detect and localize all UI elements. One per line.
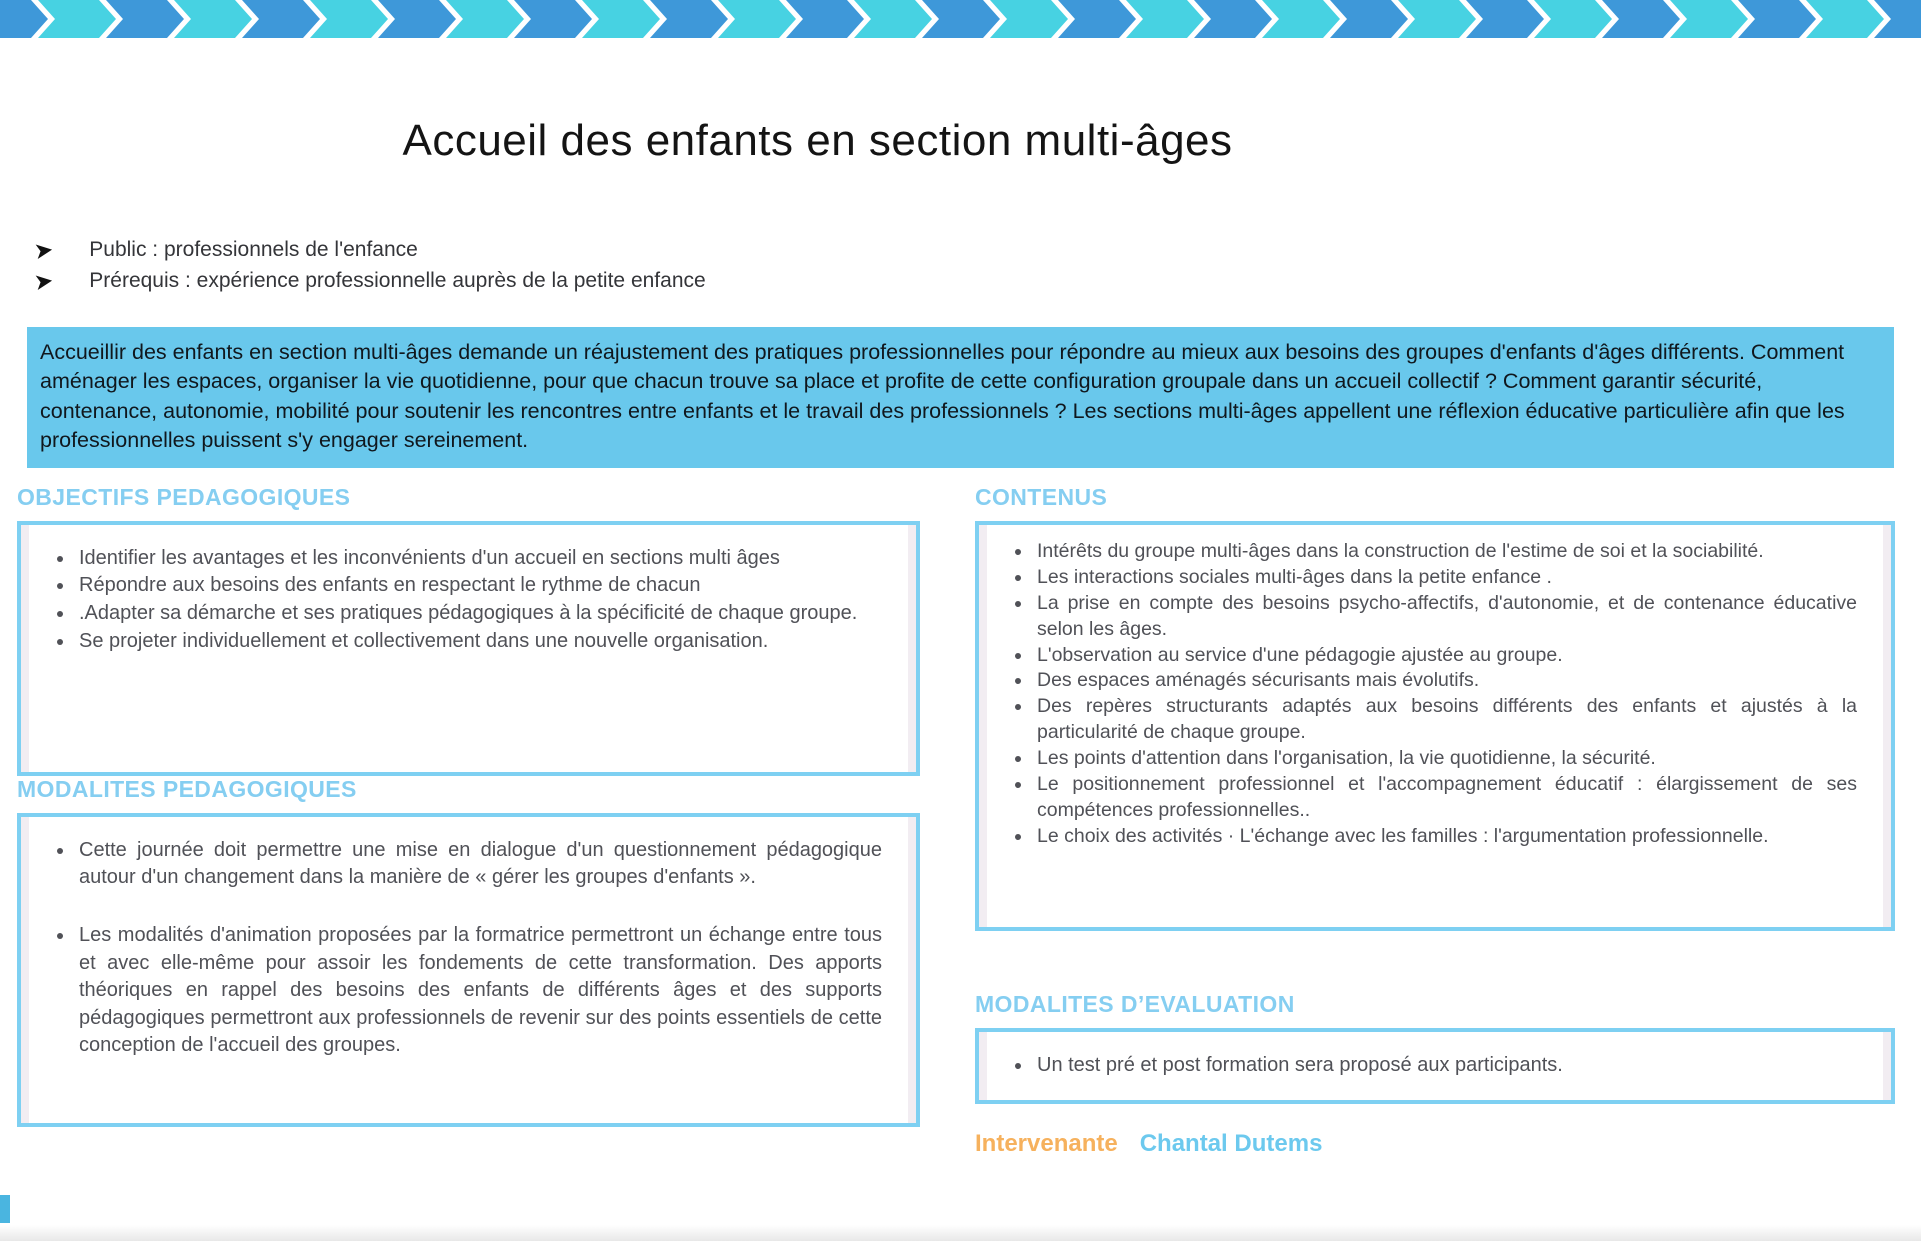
right-column	[975, 484, 1895, 1158]
section-heading-modalites-evaluation: MODALITES D’EVALUATION	[975, 990, 1295, 1017]
chevron-icon	[1602, 0, 1680, 38]
chevron-icon	[990, 0, 1068, 38]
bullet-item: • Des espaces aménagés sécurisants mais évolutifs.	[1033, 668, 1857, 694]
bullet-item: • Intérêts du groupe multi-âges dans la construction de l'estime de soi et la sociabilité.	[1033, 539, 1857, 565]
modalites-pedagogiques-box	[17, 813, 920, 1127]
arrow-icon: ➤	[32, 235, 55, 264]
chevron-icon	[1534, 0, 1612, 38]
contenus-box	[975, 521, 1895, 931]
section-heading-objectifs: OBJECTIFS PEDAGOGIQUES	[17, 483, 351, 510]
chevron-icon	[1398, 0, 1476, 38]
left-column	[17, 484, 920, 1158]
bullet-item: • Des repères structurants adaptés aux besoins différents des enfants et ajustés à la particularité de chaque groupe.	[1033, 694, 1857, 746]
page-title: Accueil des enfants en section multi-âges	[402, 116, 1233, 165]
page-bottom-fade	[0, 1225, 1921, 1241]
objectifs-box	[17, 521, 920, 776]
chevron-icon	[378, 0, 456, 38]
chevron-icon	[514, 0, 592, 38]
arrow-icon: ➤	[32, 266, 55, 295]
chevron-icon	[1262, 0, 1340, 38]
chevron-icon	[38, 0, 116, 38]
intervenante-label: Intervenante	[975, 1129, 1118, 1157]
chevron-icon	[0, 0, 48, 38]
bullet-item: • Identifier les avantages et les inconvénients d'un accueil en sections multi âges	[75, 545, 882, 573]
intro-highlight-paragraph: Accueillir des enfants en section multi-âges demande un réajustement des pratiques professionnelles pour répondre au mieux aux besoins des groupes d'enfants d'âges différents. Comment aménager les espaces, organiser la vie quotidienne, pour que chacun trouve sa place et profite de cette configuration groupale dans un accueil collectif ? Comment garantir sécurité, contenance, autonomie, mobilité pour soutenir les rencontres entre enfants et le travail des professionnels ? Les sections multi-âges appellent une réflexion éducative particulière afin que les professionnelles puissent s'y engager sereinement.	[27, 327, 1894, 468]
objectifs-list	[45, 545, 882, 655]
chevron-icon	[106, 0, 184, 38]
bullet-item: • Un test pré et post formation sera proposé aux participants.	[1033, 1052, 1563, 1080]
chevron-icon	[854, 0, 932, 38]
bullet-item: • L'observation au service d'une pédagogie ajustée au groupe.	[1033, 643, 1857, 669]
bullet-item: • Les modalités d'animation proposées par la formatrice permettront un échange entre tous et avec elle-même pour assoir les fondements de cette transformation. Des apports théoriques en rappel des besoins des enfants de différents âges et des supports pédagogiques permettront aux professionnels de revenir sur des points essentiels de cette conception de l'accueil des groupes.	[75, 922, 882, 1060]
bullet-item: • Le positionnement professionnel et l'accompagnement éducatif : élargissement de ses compétences professionnelles..	[1033, 772, 1857, 824]
chevron-icon	[1670, 0, 1748, 38]
bullet-item: • La prise en compte des besoins psycho-affectifs, d'autonomie, et de contenance éducative selon les âges.	[1033, 591, 1857, 643]
chevron-icon	[1126, 0, 1204, 38]
bullet-item: • Les interactions sociales multi-âges dans la petite enfance .	[1033, 565, 1857, 591]
modalites-pedagogiques-list	[45, 837, 882, 1060]
bullet-item: • Les points d'attention dans l'organisation, la vie quotidienne, la sécurité.	[1033, 746, 1857, 772]
bullet-item: • .Adapter sa démarche et ses pratiques pédagogiques à la spécificité de chaque groupe.	[75, 600, 882, 628]
info-text-prerequis: Prérequis : expérience professionnelle auprès de la petite enfance	[89, 269, 706, 292]
chevron-icon	[650, 0, 728, 38]
chevron-icon	[718, 0, 796, 38]
section-heading-contenus: CONTENUS	[975, 483, 1108, 510]
intervenante-row	[975, 1130, 1895, 1158]
two-column-layout	[17, 484, 1895, 1158]
chevron-icon	[1194, 0, 1272, 38]
info-list	[32, 235, 1921, 295]
decorative-chevron-banner	[0, 0, 1921, 38]
intervenante-name: Chantal Dutems	[1139, 1129, 1323, 1157]
info-text-public: Public : professionnels de l'enfance	[89, 238, 418, 261]
chevron-icon	[174, 0, 252, 38]
bullet-item: • Répondre aux besoins des enfants en respectant le rythme de chacun	[75, 572, 882, 600]
info-row-public	[32, 235, 1921, 264]
chevron-icon	[1738, 0, 1816, 38]
chevron-icon	[922, 0, 1000, 38]
info-row-prerequis	[32, 266, 1921, 295]
contenus-list	[1003, 539, 1857, 850]
chevron-icon	[582, 0, 660, 38]
chevron-icon	[1058, 0, 1136, 38]
modalites-evaluation-list	[1003, 1052, 1563, 1080]
chevron-icon	[1330, 0, 1408, 38]
section-heading-modalites-pedagogiques: MODALITES PEDAGOGIQUES	[17, 775, 357, 802]
bullet-item: • Cette journée doit permettre une mise en dialogue d'un questionnement pédagogique autour d'un changement dans la manière de « gérer les groupes d'enfants ».	[75, 837, 882, 892]
chevron-icon	[1466, 0, 1544, 38]
page-edge-mark	[0, 1195, 10, 1223]
chevron-icon	[786, 0, 864, 38]
chevron-icon	[310, 0, 388, 38]
modalites-evaluation-box	[975, 1028, 1895, 1104]
bullet-item: • Le choix des activités · L'échange avec les familles : l'argumentation professionnelle.	[1033, 824, 1857, 850]
chevron-icon	[446, 0, 524, 38]
chevron-icon	[242, 0, 320, 38]
bullet-item: • Se projeter individuellement et collectivement dans une nouvelle organisation.	[75, 628, 882, 656]
chevron-icon	[1806, 0, 1884, 38]
